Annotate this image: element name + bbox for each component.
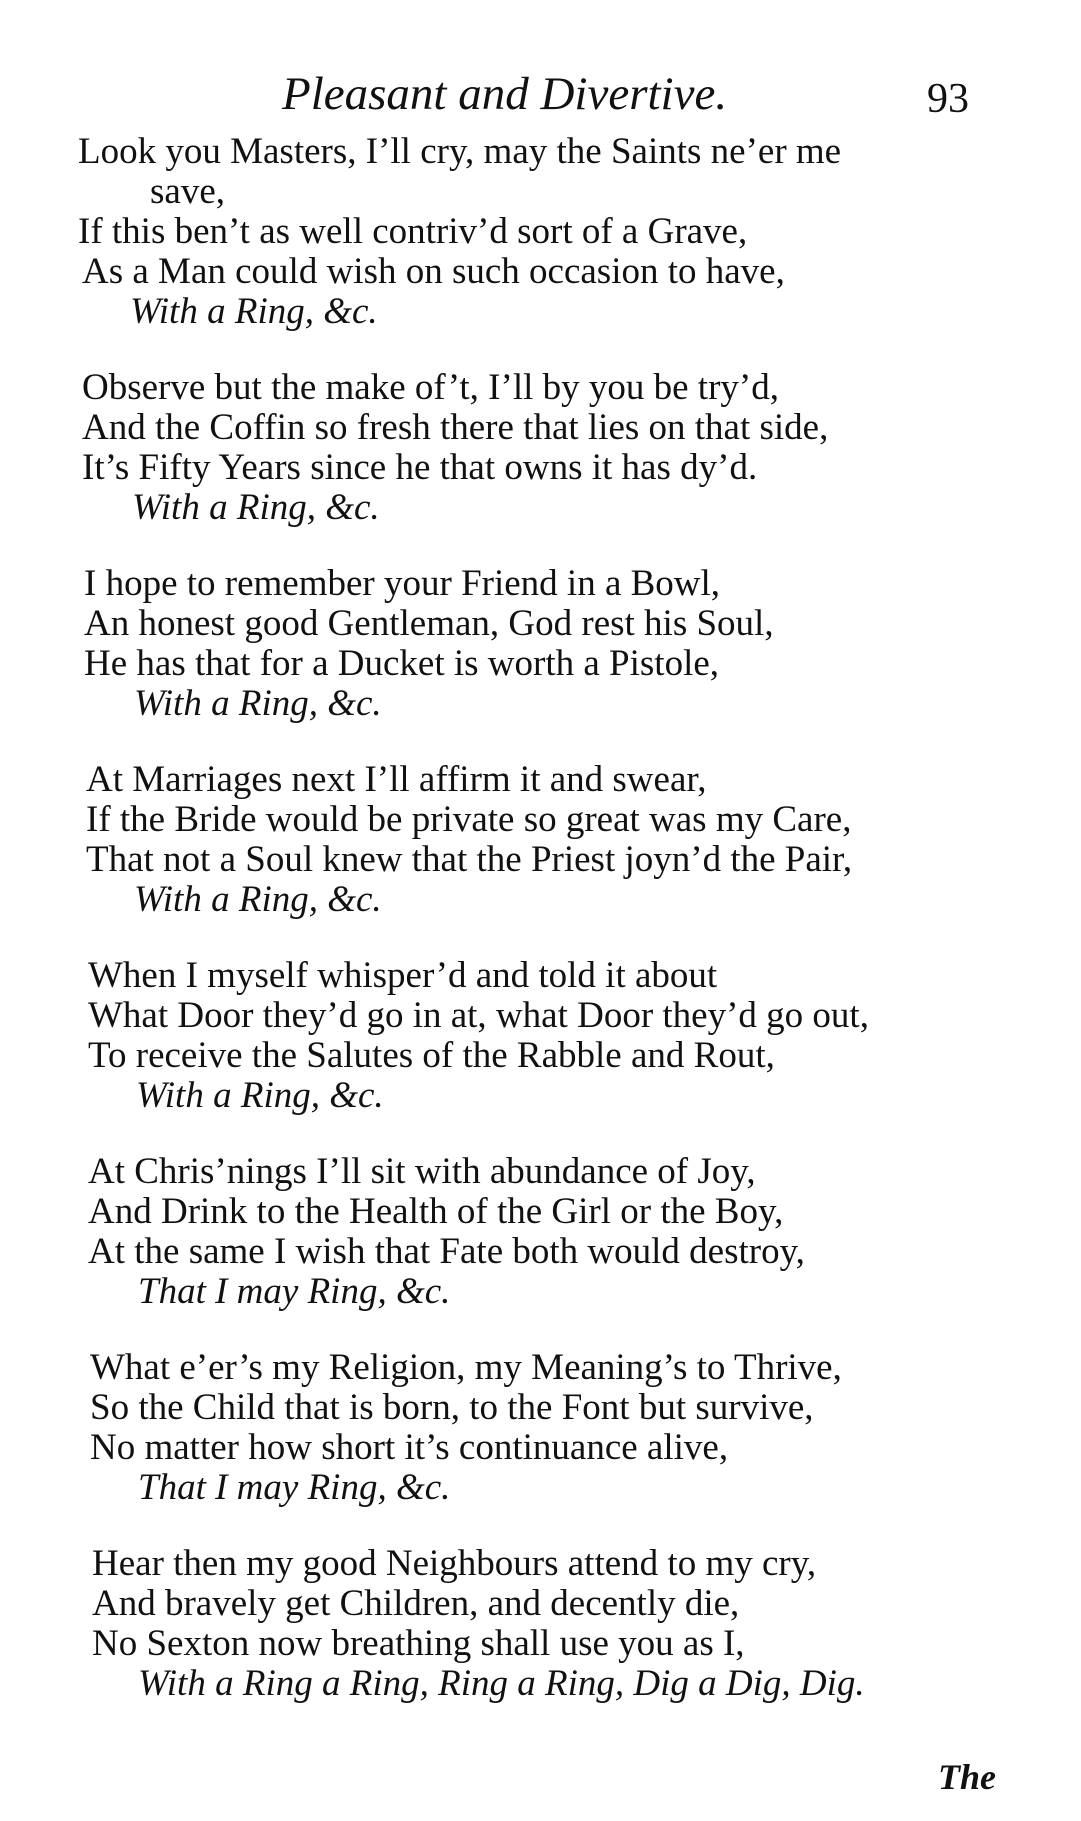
verse-line: When I myself whisper’d and told it about bbox=[88, 955, 718, 996]
verse-line: Look you Masters, I’ll cry, may the Saints ne’er me bbox=[78, 131, 842, 172]
refrain-line: That I may Ring, &c. bbox=[138, 1467, 451, 1508]
verse-line: Observe but the make of’t, I’ll by you be try’d, bbox=[82, 367, 779, 408]
verse-line: At Marriages next I’ll affirm it and swear, bbox=[86, 759, 707, 800]
verse-line: It’s Fifty Years since he that owns it has dy’d. bbox=[82, 447, 758, 488]
verse-line: What Door they’d go in at, what Door they’d go out, bbox=[88, 995, 869, 1036]
verse-line: And Drink to the Health of the Girl or the Boy, bbox=[88, 1191, 784, 1232]
verse-line: So the Child that is born, to the Font but survive, bbox=[90, 1387, 814, 1428]
verse-line: Hear then my good Neighbours attend to my cry, bbox=[92, 1543, 817, 1584]
verse-line: At the same I wish that Fate both would destroy, bbox=[88, 1231, 805, 1272]
verse-line: No Sexton now breathing shall use you as I, bbox=[92, 1623, 745, 1664]
verse-line: To receive the Salutes of the Rabble and Rout, bbox=[88, 1035, 775, 1076]
refrain-line: With a Ring, &c. bbox=[134, 879, 382, 920]
verse-line: If this ben’t as well contriv’d sort of a Grave, bbox=[78, 211, 748, 252]
verse-line: At Chris’nings I’ll sit with abundance of Joy, bbox=[88, 1151, 756, 1192]
refrain-line: With a Ring, &c. bbox=[134, 683, 382, 724]
verse-line: What e’er’s my Religion, my Meaning’s to Thrive, bbox=[90, 1347, 842, 1388]
verse-line: And bravely get Children, and decently die, bbox=[92, 1583, 740, 1624]
verse-line: If the Bride would be private so great was my Care, bbox=[86, 799, 852, 840]
verse-line: No matter how short it’s continuance alive, bbox=[90, 1427, 729, 1468]
verse-line: And the Coffin so fresh there that lies on that side, bbox=[82, 407, 829, 448]
verse-line: He has that for a Ducket is worth a Pistole, bbox=[84, 643, 720, 684]
page-number: 93 bbox=[927, 76, 969, 122]
verse-line: That not a Soul knew that the Priest joyn’d the Pair, bbox=[86, 839, 853, 880]
refrain-line: With a Ring, &c. bbox=[130, 291, 378, 332]
refrain-line: With a Ring a Ring, Ring a Ring, Dig a Dig, Dig. bbox=[138, 1663, 865, 1704]
refrain-line: That I may Ring, &c. bbox=[138, 1271, 451, 1312]
running-title: Pleasant and Divertive. bbox=[282, 68, 728, 120]
verse-line: save, bbox=[150, 171, 225, 212]
catchword: The bbox=[938, 1757, 996, 1797]
verse-line: An honest good Gentleman, God rest his Soul, bbox=[84, 603, 774, 644]
refrain-line: With a Ring, &c. bbox=[136, 1075, 384, 1116]
verse-line: I hope to remember your Friend in a Bowl, bbox=[84, 563, 721, 604]
refrain-line: With a Ring, &c. bbox=[132, 487, 380, 528]
verse-line: As a Man could wish on such occasion to have, bbox=[82, 251, 785, 292]
